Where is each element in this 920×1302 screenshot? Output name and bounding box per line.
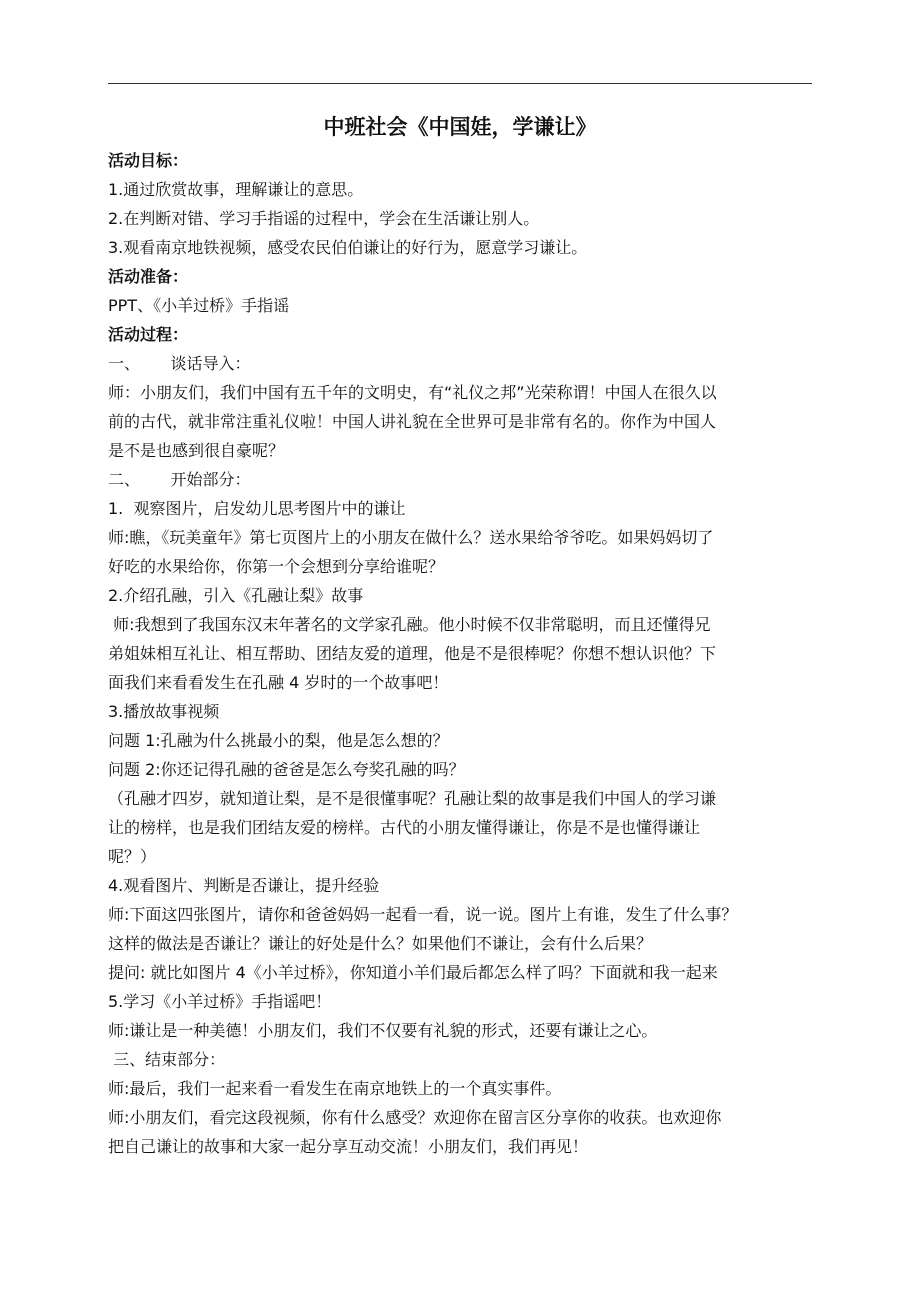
text-line: 师:下面这四张图片，请你和爸爸妈妈一起看一看，说一说。图片上有谁，发生了什么事？ [108,905,738,924]
text-line: 1.通过欣赏故事，理解谦让的意思。 [108,180,364,199]
text-line: 1. 观察图片，启发幼儿思考图片中的谦让 [108,499,406,518]
text-line: 4.观看图片、判断是否谦让，提升经验 [108,876,380,895]
text-line: 问题 2:你还记得孔融的爸爸是怎么夸奖孔融的吗？ [108,760,465,779]
text-line: 师:瞧，《玩美童年》第七页图片上的小朋友在做什么？送水果给爷爷吃。如果妈妈切了 [108,528,714,547]
text-line: 是不是也感到很自豪呢？ [108,441,285,460]
text-line: （孔融才四岁，就知道让梨，是不是很懂事呢？孔融让梨的故事是我们中国人的学习谦 [108,789,717,808]
text-line: 问题 1:孔融为什么挑最小的梨，他是怎么想的？ [108,731,449,750]
section-heading: 活动目标： [108,151,189,170]
text-line: 师:我想到了我国东汉末年著名的文学家孔融。他小时候不仅非常聪明，而且还懂得兄 [108,615,711,634]
header-rule [108,83,812,84]
text-line: PPT、《小羊过桥》手指谣 [108,296,290,315]
text-line: 这样的做法是否谦让？谦让的好处是什么？如果他们不谦让，会有什么后果？ [108,934,653,953]
text-line: 呢？） [108,847,157,866]
text-line: 一、 谈话导入： [108,354,251,373]
text-line: 三、结束部分： [108,1050,226,1069]
text-line: 5.学习《小羊过桥》手指谣吧！ [108,992,332,1011]
text-line: 师:谦让是一种美德！小朋友们，我们不仅要有礼貌的形式，还要有谦让之心。 [108,1021,658,1040]
text-line: 弟姐妹相互礼让、相互帮助、团结友爱的道理，他是不是很棒呢？你想不想认识他？下 [108,644,717,663]
text-line: 让的榜样，也是我们团结友爱的榜样。古代的小朋友懂得谦让，你是不是也懂得谦让 [108,818,701,837]
document-body [108,146,812,1161]
text-line: 前的古代，就非常注重礼仪啦！中国人讲礼貌在全世界可是非常有名的。你作为中国人 [108,412,717,431]
text-line: 好吃的水果给你，你第一个会想到分享给谁呢？ [108,557,445,576]
text-line: 把自己谦让的故事和大家一起分享互动交流！小朋友们，我们再见！ [108,1137,589,1156]
text-line: 面我们来看看发生在孔融 4 岁时的一个故事吧！ [108,673,449,692]
text-line: 2.在判断对错、学习手指谣的过程中，学会在生活谦让别人。 [108,209,540,228]
section-heading: 活动过程： [108,325,189,344]
text-line: 3.观看南京地铁视频，感受农民伯伯谦让的好行为，愿意学习谦让。 [108,238,588,257]
text-line: 师:小朋友们，看完这段视频，你有什么感受？欢迎你在留言区分享你的收获。也欢迎你 [108,1108,722,1127]
text-line: 二、 开始部分： [108,470,251,489]
section-heading: 活动准备： [108,267,189,286]
text-line: 师:最后，我们一起来看一看发生在南京地铁上的一个真实事件。 [108,1079,562,1098]
text-line: 师：小朋友们，我们中国有五千年的文明史，有“礼仪之邦”光荣称谓！中国人在很久以 [108,383,717,402]
text-line: 3.播放故事视频 [108,702,220,721]
text-line: 2.介绍孔融，引入《孔融让梨》故事 [108,586,364,605]
document-title: 中班社会《中国娃，学谦让》 [323,115,597,139]
text-line: 提问: 就比如图片 4《小羊过桥》，你知道小羊们最后都怎么样了吗？下面就和我一起来 [108,963,718,982]
